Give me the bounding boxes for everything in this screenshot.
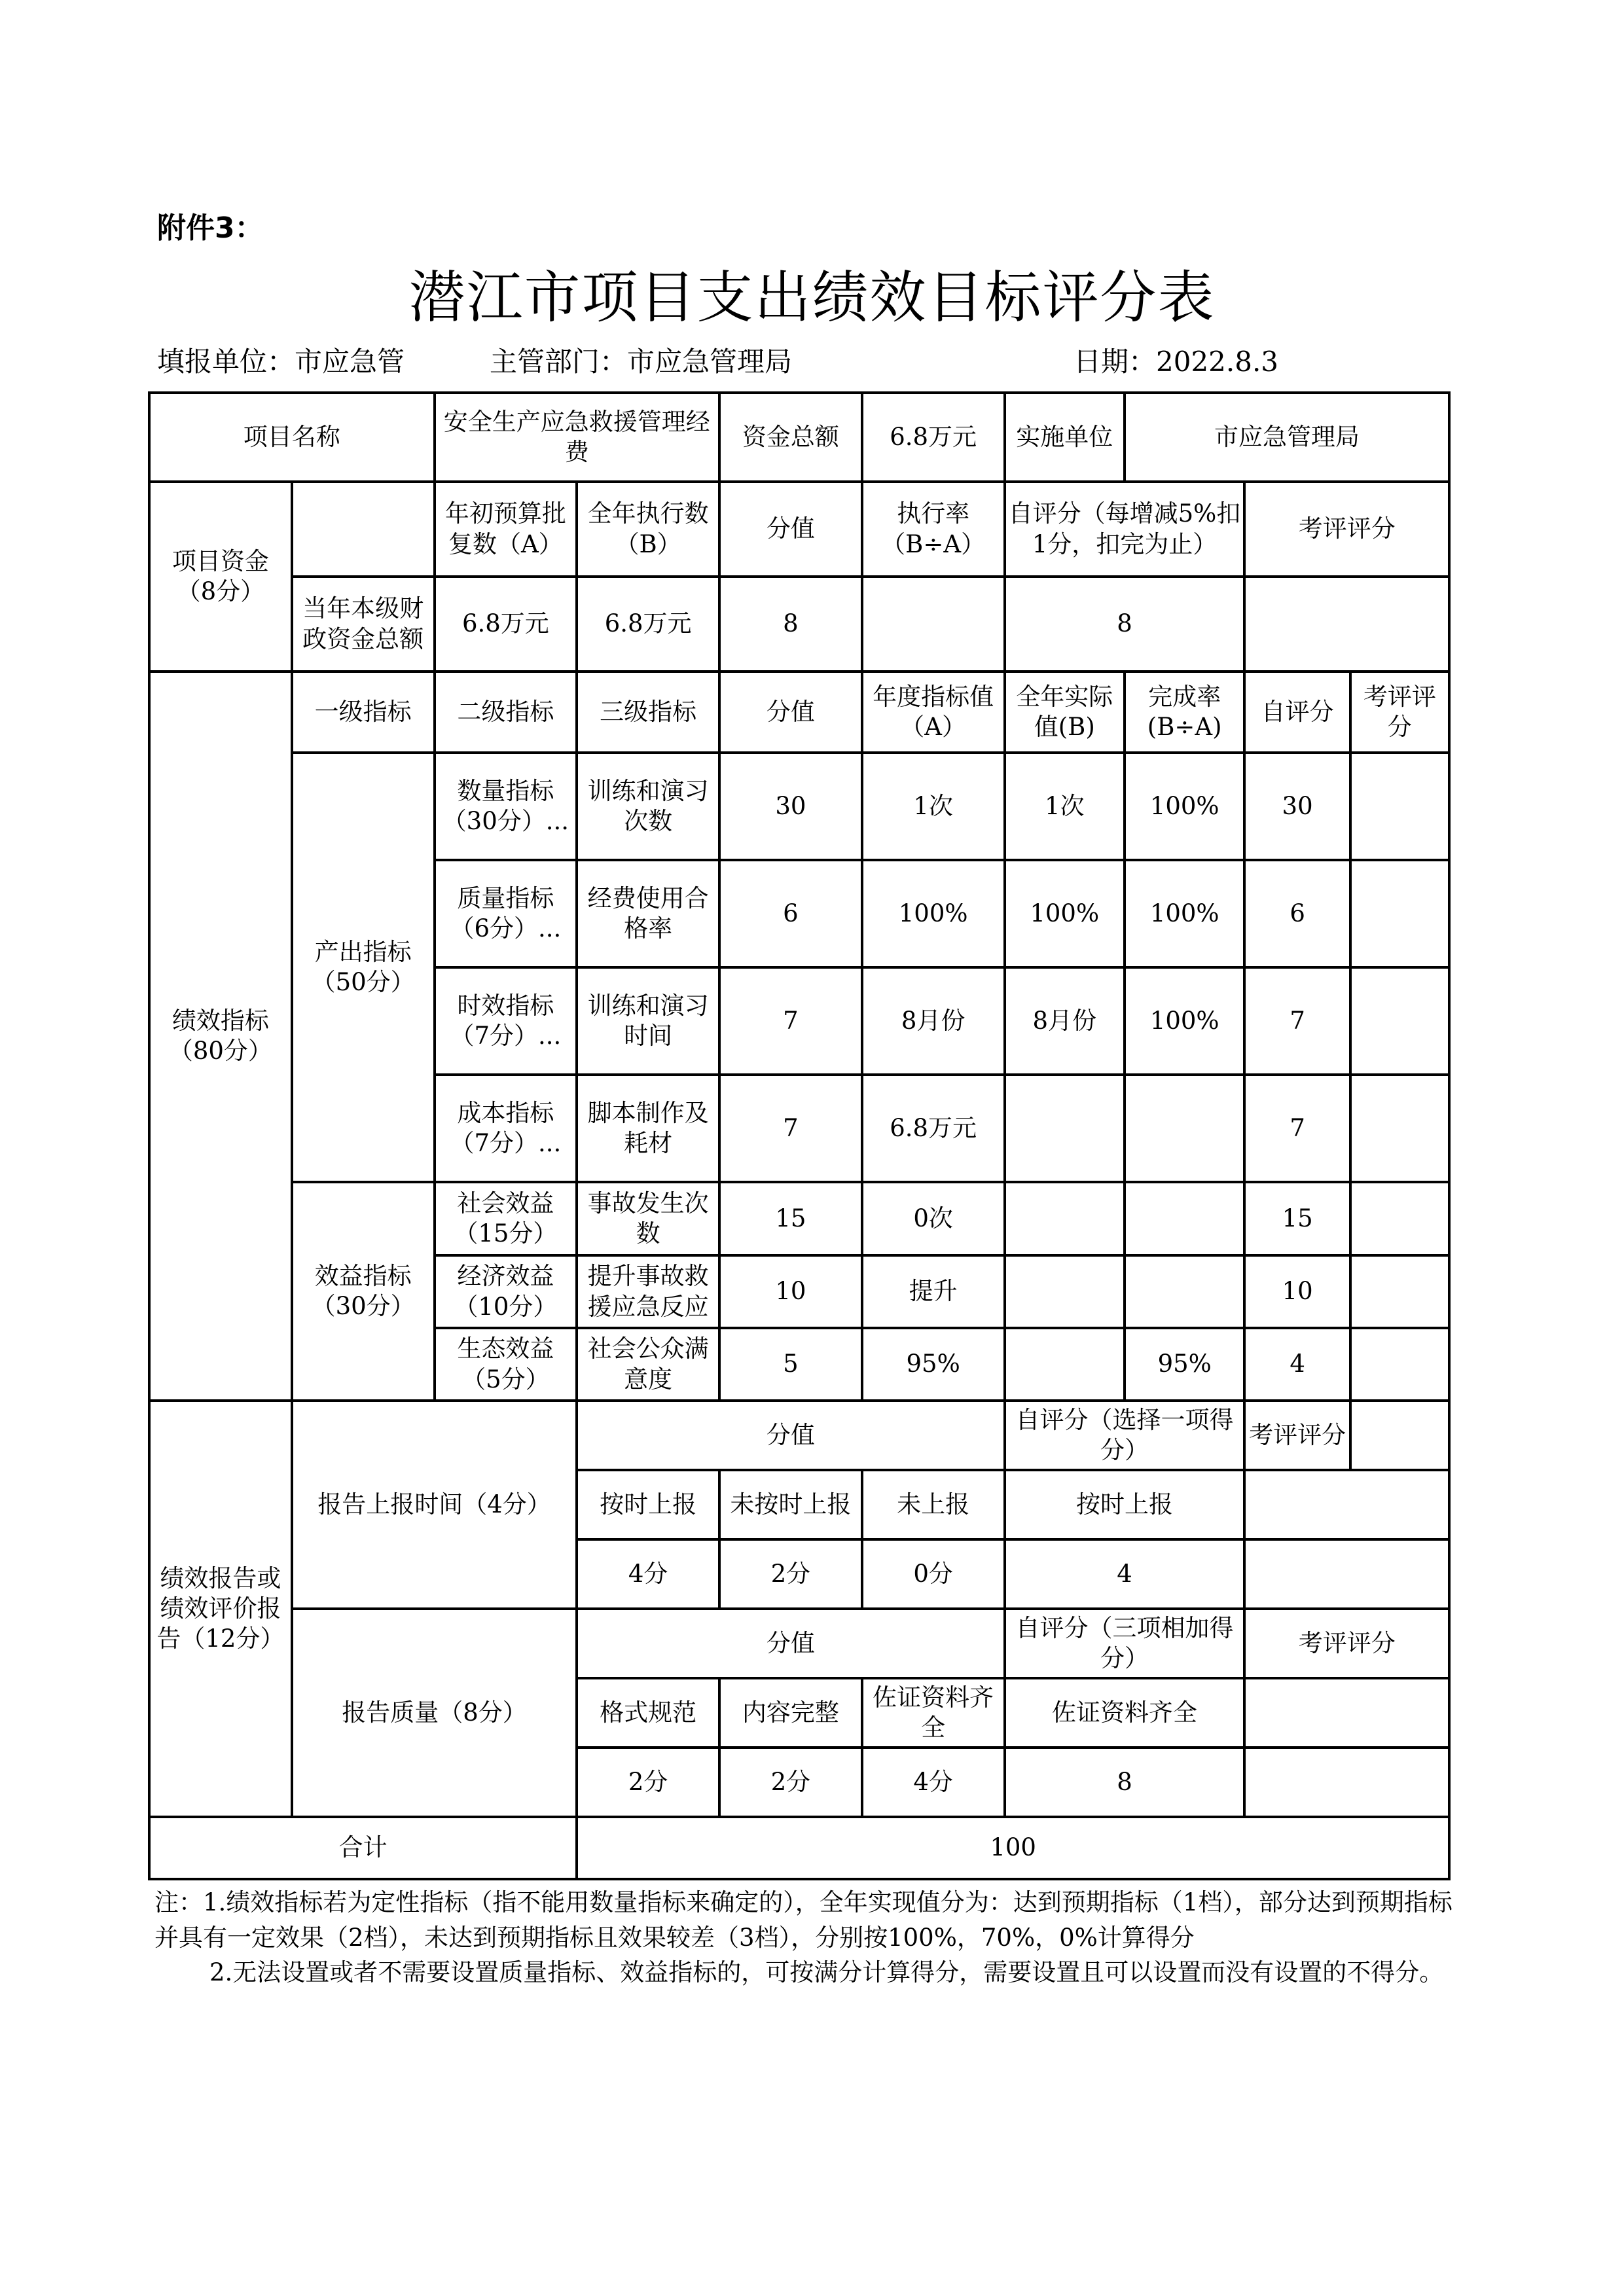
perf-header: 自评分 xyxy=(1244,672,1350,753)
report-time-label: 报告上报时间（4分） xyxy=(292,1401,577,1609)
indicator-self: 6 xyxy=(1244,860,1350,967)
total-label: 合计 xyxy=(149,1817,577,1879)
report-time-review-blank xyxy=(1350,1401,1449,1470)
indicator-score: 30 xyxy=(719,753,862,860)
indicator-level2: 数量指标（30分）... xyxy=(435,753,577,860)
indicator-target: 8月份 xyxy=(862,967,1005,1075)
benefit-indicator-label: 效益指标（30分） xyxy=(292,1182,435,1401)
indicator-target: 0次 xyxy=(862,1182,1005,1255)
indicator-level2: 成本指标（7分）... xyxy=(435,1075,577,1182)
report-time-score-header: 分值 xyxy=(577,1401,1004,1470)
indicator-level2: 社会效益（15分） xyxy=(435,1182,577,1255)
funds-blank-header xyxy=(292,482,435,577)
indicator-rate: 95% xyxy=(1125,1328,1244,1401)
indicator-target: 100% xyxy=(862,860,1005,967)
funds-exec-header: 全年执行数（B） xyxy=(577,482,719,577)
indicator-self: 7 xyxy=(1244,967,1350,1075)
indicator-rate: 100% xyxy=(1125,753,1244,860)
indicator-level3: 脚本制作及耗材 xyxy=(577,1075,719,1182)
funds-row-label: 当年本级财政资金总额 xyxy=(292,577,435,672)
report-quality-score-header: 分值 xyxy=(577,1609,1004,1678)
note-2: 2.无法设置或者不需要设置质量指标、效益指标的，可按满分计算得分，需要设置且可以设置而没有设置的不得分。 xyxy=(209,1958,1444,1987)
indicator-review xyxy=(1350,1255,1449,1328)
funds-self-value: 8 xyxy=(1005,577,1245,672)
output-indicator-label: 产出指标（50分） xyxy=(292,753,435,1182)
funds-total-value: 6.8万元 xyxy=(862,393,1005,482)
report-quality-points: 4分 xyxy=(862,1748,1005,1817)
indicator-actual xyxy=(1005,1255,1125,1328)
note-1: 注：1.绩效指标若为定性指标（指不能用数量指标来确定的），全年实现值分为：达到预期指标（1档），部分达到预期指标并具有一定效果（2档），未达到预期指标且效果较差（3档），分别按100%，70%，0%计算得分 xyxy=(154,1888,1453,1952)
indicator-level2: 经济效益（10分） xyxy=(435,1255,577,1328)
report-time-option: 按时上报 xyxy=(577,1470,719,1539)
perf-section-label: 绩效指标（80分） xyxy=(149,672,292,1401)
notes xyxy=(154,1885,1457,1990)
indicator-review xyxy=(1350,1182,1449,1255)
report-time-self-header: 自评分（选择一项得分） xyxy=(1005,1401,1245,1470)
indicator-level3: 经费使用合格率 xyxy=(577,860,719,967)
project-name-value: 安全生产应急救援管理经费 xyxy=(435,393,720,482)
indicator-score: 6 xyxy=(719,860,862,967)
funds-score-value: 8 xyxy=(719,577,862,672)
perf-header: 年度指标值（A） xyxy=(862,672,1005,753)
indicator-rate xyxy=(1125,1255,1244,1328)
indicator-actual xyxy=(1005,1328,1125,1401)
funds-budget-value: 6.8万元 xyxy=(435,577,577,672)
indicator-level3: 事故发生次数 xyxy=(577,1182,719,1255)
indicator-level2: 时效指标（7分）... xyxy=(435,967,577,1075)
indicator-review xyxy=(1350,967,1449,1075)
report-quality-option: 佐证资料齐全 xyxy=(862,1678,1005,1748)
indicator-score: 7 xyxy=(719,1075,862,1182)
report-time-option: 未上报 xyxy=(862,1470,1005,1539)
funds-review-value xyxy=(1244,577,1449,672)
funds-self-header: 自评分（每增减5%扣1分，扣完为止） xyxy=(1005,482,1245,577)
funds-score-header: 分值 xyxy=(719,482,862,577)
report-date: 日期：2022.8.3 xyxy=(1074,346,1279,378)
impl-unit-label: 实施单位 xyxy=(1005,393,1125,482)
indicator-actual xyxy=(1005,1075,1125,1182)
filing-unit: 填报单位：市应急管 xyxy=(157,346,405,378)
indicator-rate xyxy=(1125,1182,1244,1255)
report-quality-label: 报告质量（8分） xyxy=(292,1609,577,1817)
report-time-points: 2分 xyxy=(719,1539,862,1609)
indicator-review xyxy=(1350,860,1449,967)
report-quality-option: 内容完整 xyxy=(719,1678,862,1748)
indicator-level3: 训练和演习次数 xyxy=(577,753,719,860)
indicator-actual: 1次 xyxy=(1005,753,1125,860)
indicator-actual: 100% xyxy=(1005,860,1125,967)
indicator-actual: 8月份 xyxy=(1005,967,1125,1075)
funds-exec-value: 6.8万元 xyxy=(577,577,719,672)
indicator-actual xyxy=(1005,1182,1125,1255)
report-quality-points: 2分 xyxy=(719,1748,862,1817)
report-quality-self-header: 自评分（三项相加得分） xyxy=(1005,1609,1245,1678)
indicator-level2: 质量指标（6分）... xyxy=(435,860,577,967)
page-title: 潜江市项目支出绩效目标评分表 xyxy=(408,265,1216,331)
report-quality-review-score xyxy=(1244,1748,1449,1817)
indicator-level3: 训练和演习时间 xyxy=(577,967,719,1075)
report-time-review-cell xyxy=(1244,1470,1449,1539)
report-quality-review-cell xyxy=(1244,1678,1449,1748)
perf-header: 二级指标 xyxy=(435,672,577,753)
report-quality-points: 2分 xyxy=(577,1748,719,1817)
report-quality-review-header: 考评评分 xyxy=(1244,1609,1449,1678)
indicator-rate xyxy=(1125,1075,1244,1182)
perf-header: 三级指标 xyxy=(577,672,719,753)
indicator-review xyxy=(1350,1075,1449,1182)
report-section-label: 绩效报告或绩效评价报告（12分） xyxy=(149,1401,292,1817)
perf-header: 完成率(B÷A) xyxy=(1125,672,1244,753)
indicator-self: 10 xyxy=(1244,1255,1350,1328)
supervising-dept: 主管部门：市应急管理局 xyxy=(490,346,793,378)
indicator-target: 1次 xyxy=(862,753,1005,860)
indicator-score: 10 xyxy=(719,1255,862,1328)
funds-budget-header: 年初预算批复数（A） xyxy=(435,482,577,577)
indicator-target: 95% xyxy=(862,1328,1005,1401)
attachment-label: 附件3： xyxy=(157,211,264,245)
funds-review-header: 考评评分 xyxy=(1244,482,1449,577)
indicator-self: 4 xyxy=(1244,1328,1350,1401)
indicator-rate: 100% xyxy=(1125,967,1244,1075)
impl-unit-value: 市应急管理局 xyxy=(1125,393,1449,482)
indicator-self: 30 xyxy=(1244,753,1350,860)
report-time-option: 未按时上报 xyxy=(719,1470,862,1539)
indicator-rate: 100% xyxy=(1125,860,1244,967)
indicator-review xyxy=(1350,753,1449,860)
funds-total-label: 资金总额 xyxy=(719,393,862,482)
report-time-choice: 按时上报 xyxy=(1005,1470,1245,1539)
indicator-level3: 社会公众满意度 xyxy=(577,1328,719,1401)
indicator-target: 提升 xyxy=(862,1255,1005,1328)
report-time-self-score: 4 xyxy=(1005,1539,1245,1609)
project-name-label: 项目名称 xyxy=(149,393,435,482)
perf-header: 全年实际值(B) xyxy=(1005,672,1125,753)
total-value: 100 xyxy=(577,1817,1449,1879)
indicator-score: 5 xyxy=(719,1328,862,1401)
indicator-self: 15 xyxy=(1244,1182,1350,1255)
report-time-points: 4分 xyxy=(577,1539,719,1609)
score-table xyxy=(148,391,1451,1880)
indicator-self: 7 xyxy=(1244,1075,1350,1182)
indicator-score: 7 xyxy=(719,967,862,1075)
indicator-score: 15 xyxy=(719,1182,862,1255)
funds-rate-value xyxy=(862,577,1005,672)
funds-rate-header: 执行率（B÷A） xyxy=(862,482,1005,577)
report-quality-option: 格式规范 xyxy=(577,1678,719,1748)
indicator-level2: 生态效益（5分） xyxy=(435,1328,577,1401)
indicator-level3: 提升事故救援应急反应 xyxy=(577,1255,719,1328)
report-time-points: 0分 xyxy=(862,1539,1005,1609)
perf-header: 考评评分 xyxy=(1350,672,1449,753)
perf-header: 一级指标 xyxy=(292,672,435,753)
report-quality-self-score: 8 xyxy=(1005,1748,1245,1817)
indicator-review xyxy=(1350,1328,1449,1401)
indicator-target: 6.8万元 xyxy=(862,1075,1005,1182)
report-time-review-header: 考评评分 xyxy=(1244,1401,1350,1470)
report-time-review-score xyxy=(1244,1539,1449,1609)
funds-section-label: 项目资金（8分） xyxy=(149,482,292,672)
perf-header: 分值 xyxy=(719,672,862,753)
report-quality-choice: 佐证资料齐全 xyxy=(1005,1678,1245,1748)
